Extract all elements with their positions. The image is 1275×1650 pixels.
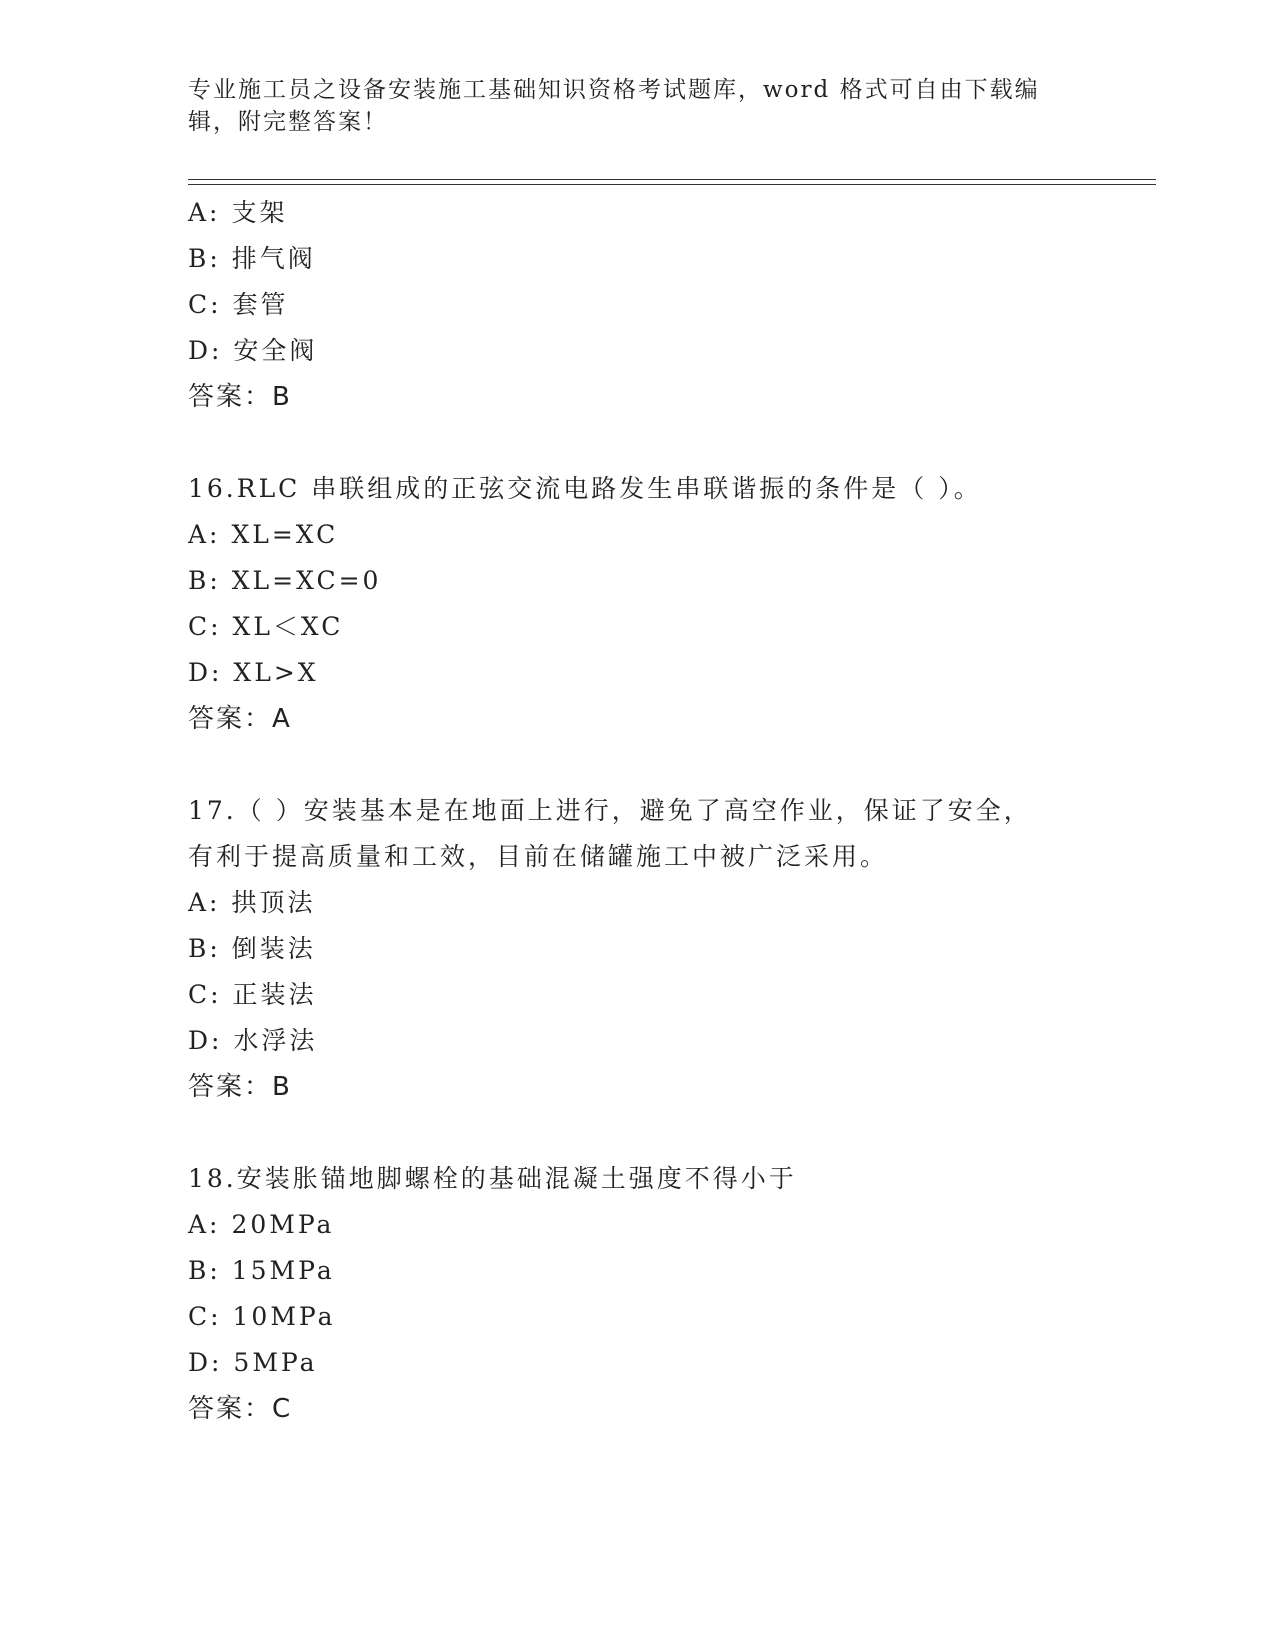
spacer xyxy=(188,742,1148,788)
option-label: A: xyxy=(188,520,221,549)
option-a xyxy=(188,190,1148,236)
option-d xyxy=(188,328,1148,374)
option-text: XL＜XC xyxy=(232,612,344,641)
option-label: C: xyxy=(188,612,222,641)
option-b xyxy=(188,1248,1148,1294)
option-text: XL=XC xyxy=(231,520,339,549)
answer-line: 答案：C xyxy=(188,1394,293,1424)
option-text: 支架 xyxy=(231,198,288,227)
option-a xyxy=(188,512,1148,558)
option-c xyxy=(188,1294,1148,1340)
option-c xyxy=(188,972,1148,1018)
option-text: 10MPa xyxy=(232,1302,336,1331)
option-text: 套管 xyxy=(232,290,289,319)
option-text: 水浮法 xyxy=(233,1026,318,1055)
option-label: C: xyxy=(188,980,222,1009)
question-content xyxy=(188,190,1148,1432)
answer-line: 答案：A xyxy=(188,704,292,734)
option-a xyxy=(188,880,1148,926)
option-b xyxy=(188,558,1148,604)
option-label: C: xyxy=(188,1302,222,1331)
option-b xyxy=(188,236,1148,282)
option-text: 20MPa xyxy=(231,1210,335,1239)
question-stem: 16.RLC 串联组成的正弦交流电路发生串联谐振的条件是（ ）。 xyxy=(188,474,982,503)
option-text: XL>X xyxy=(233,658,319,687)
option-label: D: xyxy=(188,1026,223,1055)
option-text: 安全阀 xyxy=(233,336,318,365)
option-label: A: xyxy=(188,888,221,917)
option-c xyxy=(188,282,1148,328)
header-divider-bottom xyxy=(188,184,1156,185)
option-label: B: xyxy=(188,244,221,273)
option-text: 排气阀 xyxy=(231,244,316,273)
option-b xyxy=(188,926,1148,972)
spacer xyxy=(188,1110,1148,1156)
option-a xyxy=(188,1202,1148,1248)
question-stem-continued: 有利于提高质量和工效，目前在储罐施工中被广泛采用。 xyxy=(188,842,889,871)
question-stem: 18.安装胀锚地脚螺栓的基础混凝土强度不得小于 xyxy=(188,1164,797,1193)
option-text: 5MPa xyxy=(233,1348,318,1377)
option-label: D: xyxy=(188,658,223,687)
header-divider-top xyxy=(188,179,1156,180)
question-stem: 17.（ ）安装基本是在地面上进行，避免了高空作业，保证了安全， xyxy=(188,796,1032,825)
answer-line: 答案：B xyxy=(188,1072,292,1102)
option-text: 倒装法 xyxy=(231,934,316,963)
option-label: B: xyxy=(188,566,221,595)
option-label: B: xyxy=(188,934,221,963)
document-header: 专业施工员之设备安装施工基础知识资格考试题库，word 格式可自由下载编辑，附完整答案！ xyxy=(188,77,1040,135)
option-d xyxy=(188,1018,1148,1064)
option-d xyxy=(188,650,1148,696)
option-c xyxy=(188,604,1148,650)
spacer xyxy=(188,420,1148,466)
option-label: B: xyxy=(188,1256,221,1285)
option-text: XL=XC=0 xyxy=(231,566,382,595)
option-text: 15MPa xyxy=(231,1256,335,1285)
option-label: D: xyxy=(188,1348,223,1377)
option-label: A: xyxy=(188,198,221,227)
answer-line: 答案：B xyxy=(188,382,292,412)
option-label: C: xyxy=(188,290,222,319)
option-d xyxy=(188,1340,1148,1386)
option-text: 拱顶法 xyxy=(231,888,316,917)
option-label: D: xyxy=(188,336,223,365)
option-text: 正装法 xyxy=(232,980,317,1009)
option-label: A: xyxy=(188,1210,221,1239)
